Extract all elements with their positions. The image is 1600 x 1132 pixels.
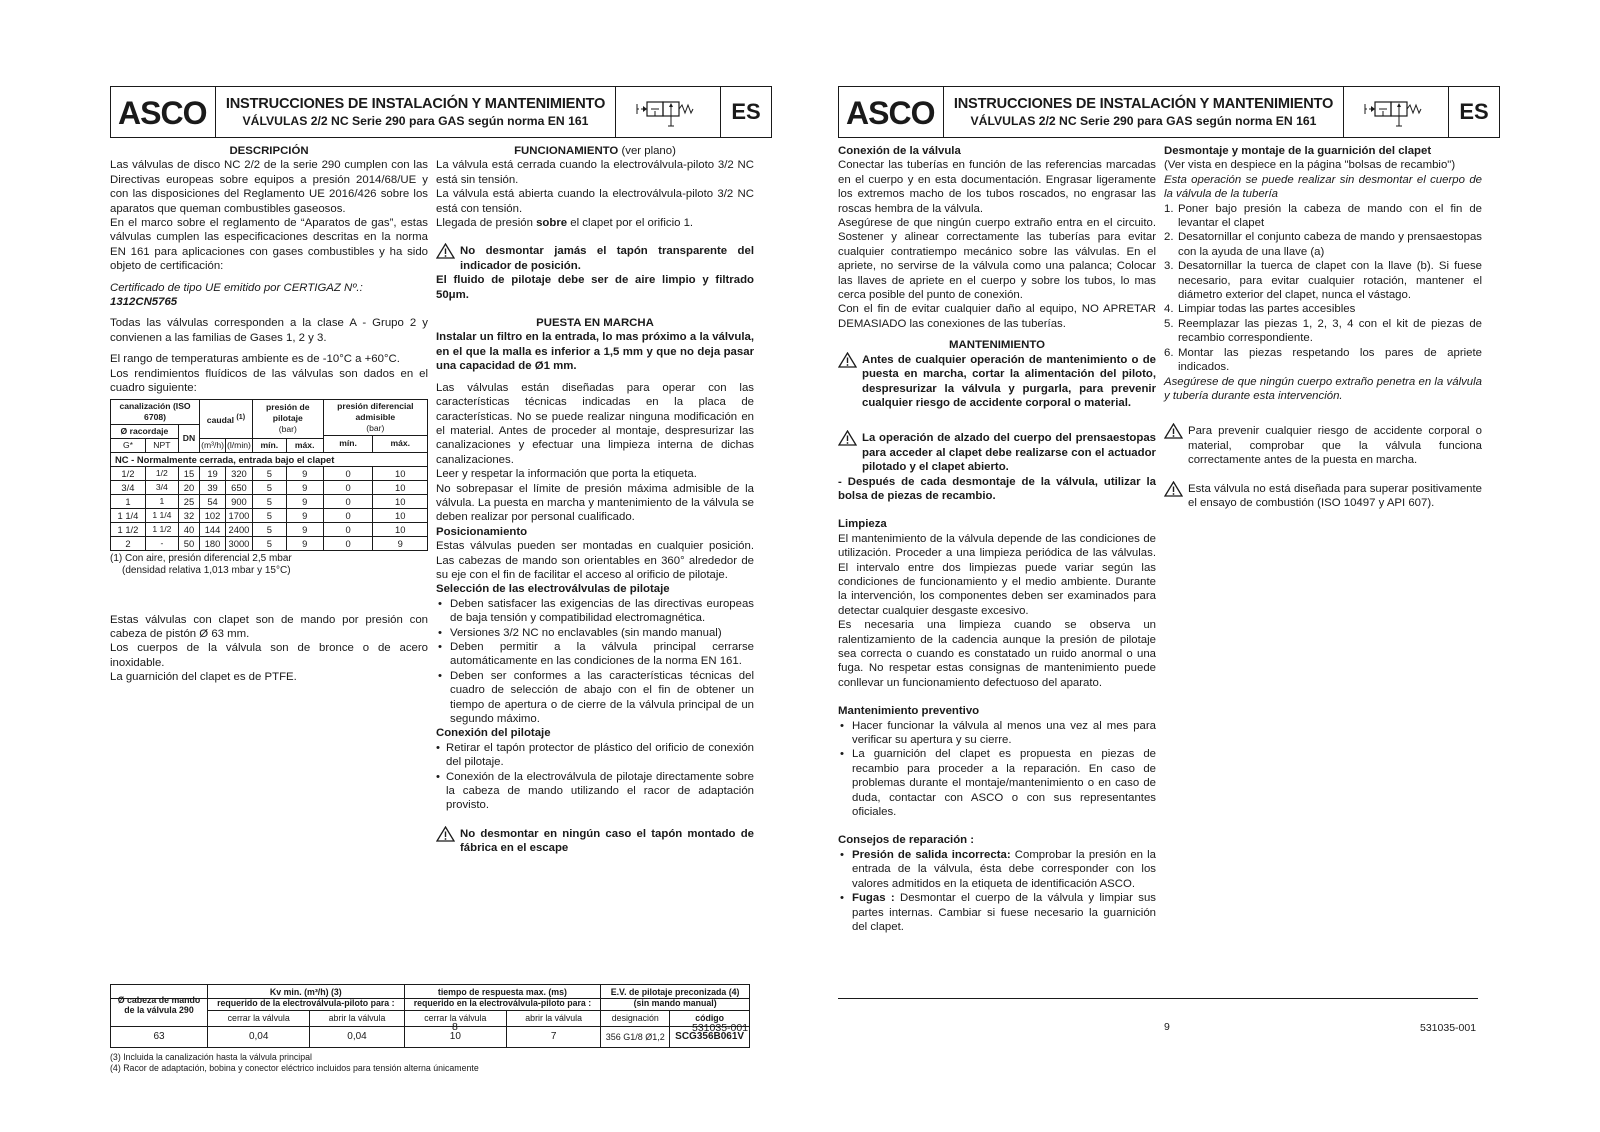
footer-rule [838, 998, 1478, 999]
column-left-1 [110, 144, 428, 685]
th-kv: Kv min. (m³/h) (3) requerido de la electroválvula-piloto para : [208, 985, 405, 1011]
warning-block: No desmontar jamás el tapón transparente del indicador de posición. [436, 244, 754, 273]
subheading: Mantenimiento preventivo [838, 705, 980, 718]
asco-logo-graphic [116, 95, 210, 129]
list-item: • Deben satisfacer las exigencias de las directivas europeas de baja tensión y compatibilidad electromagnética. [436, 597, 754, 626]
warning-block: No desmontar en ningún caso el tapón montado de fábrica en el escape [436, 827, 754, 856]
th-m3h: (m³/h) [200, 438, 226, 452]
subheading: Conexión del pilotaje [436, 727, 551, 740]
numbered-list [1164, 202, 1482, 375]
paragraph: Estas válvulas con clapet son de mando por presión con cabeza de pistón Ø 63 mm. [110, 613, 428, 640]
th-sub: abrir la válvula [310, 1011, 404, 1027]
paragraph: Los cuerpos de la válvula son de bronce o de acero inoxidable. [110, 642, 428, 669]
subheading: Posicionamiento [436, 525, 528, 538]
column-right-1 [838, 144, 1156, 934]
bullet-list [436, 741, 754, 813]
certificate-number: 1312CN5765 [110, 296, 178, 309]
th-presion-diferencial: presión diferencial admisible (bar) [323, 399, 427, 435]
pilot-selection-table [110, 984, 750, 1048]
bullet-list [838, 848, 1156, 934]
list-item: 5. Reemplazar las piezas 1, 2, 3, 4 con el kit de piezas de recambio correspondiente. [1164, 317, 1482, 345]
paragraph: Los rendimientos fluídicos de las válvulas son dados en el cuadro siguiente: [110, 367, 428, 395]
warning-icon [1164, 481, 1183, 497]
subheading: Conexión de la válvula [838, 145, 961, 157]
valve-symbol-icon [1344, 87, 1449, 137]
th-tiempo: tiempo de respuesta max. (ms) requerido en la electroválvula-piloto para : [404, 985, 601, 1011]
table-row: 1 1/4 1 1/4 32 102 1700 5 9 0 10 [111, 508, 428, 522]
list-item: • La guarnición del clapet es propuesta en piezas de recambio para proceder a la reparación. En caso de problemas durante el montaje/mantenimiento o en caso de duda, contactar con ASCO o con sus representantes oficiales. [838, 747, 1156, 819]
subheading: Limpieza [838, 518, 887, 531]
th-npt: NPT [145, 438, 178, 452]
th-sub: código [670, 1011, 750, 1027]
subheading: Selección de las electroválvulas de pilotaje [436, 583, 670, 596]
th-g: G* [111, 438, 146, 452]
paragraph: Esta operación se puede realizar sin desmontar el cuerpo de la válvula de la tubería [1164, 173, 1482, 201]
page-left [110, 86, 772, 1086]
flow-spec-table [110, 399, 428, 551]
list-item: • Fugas : Desmontar el cuerpo de la válvula y limpiar sus partes internas. Cambiar si fuese necesario la guarnición del clapet. [838, 891, 1156, 934]
list-item: 4. Limpiar todas las partes accesibles [1164, 303, 1356, 316]
paragraph: El mantenimiento de la válvula depende de las condiciones de utilización. Proceder a una limpieza periódica de las válvulas. El intervalo entre dos limpiezas puede variar según las condiciones de funcionamiento y el medio ambiente. Durante la intervención, los componentes deben ser examinados para detectar cualquier desgaste excesivo. [838, 532, 1156, 617]
paragraph: Las válvulas están diseñadas para operar con las características técnicas indicadas en la placa de características. No se puede realizar ninguna modificación en el material. Antes de proceder al montaje, despresurizar las canalizaciones y efectuar una limpieza interna de dichas canalizaciones. [436, 381, 754, 466]
document-code: 531035-001 [1420, 1022, 1477, 1034]
header [110, 86, 772, 138]
list-item: • Versiones 3/2 NC no enclavables (sin mando manual) [436, 626, 754, 640]
section-heading-descripcion: DESCRIPCIÓN [229, 145, 309, 157]
list-item: 3. Desatornillar la tuerca de clapet con la llave (b). Si fuese necesario, para evitar cualquier rotación, mantener el diámetro exterior del clapet, nunca el vástago. [1164, 260, 1482, 302]
paragraph: Instalar un filtro en la entrada, lo mas próximo a la válvula, en el que la malla es inferior a 1,5 mm y que no deja pasar una capacidad de Ø1 mm. [436, 331, 754, 373]
header [838, 86, 1500, 138]
paragraph: No sobrepasar el límite de presión máxima admisible de la válvula. La puesta en marcha y mantenimiento de la válvula se deben realizar por personal cualificado. [436, 482, 754, 524]
paragraph: Llegada de presión sobre el clapet por el orificio 1. [436, 217, 694, 230]
th-sub: abrir la válvula [507, 1011, 601, 1027]
page-right [838, 86, 1500, 1086]
paragraph: La válvula está abierta cuando la electroválvula-piloto 3/2 NC está con tensión. [436, 188, 754, 215]
subheading: Desmontaje y montaje de la guarnición del clapet [1164, 145, 1432, 157]
list-item: 2. Desatornillar el conjunto cabeza de mando y prensaestopas con la ayuda de una llave (a) [1164, 231, 1482, 258]
bullet-list [436, 597, 754, 727]
list-item: • Conexión de la electroválvula de pilotaje directamente sobre la cabeza de mando utilizando el racor de adaptación provisto. [436, 770, 754, 813]
table-row: 3/4 3/4 20 39 650 5 9 0 10 [111, 480, 428, 494]
th-dn: DN [178, 424, 199, 452]
svg-text:ASCO: ASCO [846, 95, 935, 129]
subheading: Consejos de reparación : [838, 834, 975, 847]
paragraph: Leer y respetar la información que porta la etiqueta. [436, 468, 697, 481]
table-footnotes: (3) Incluida la canalización hasta la válvula principal (4) Racor de adaptación, bobina y conector eléctrico incluidos para tensión alterna únicamente [110, 1052, 479, 1073]
header-subtitle: VÁLVULAS 2/2 NC Serie 290 para GAS según norma EN 161 [970, 114, 1317, 128]
list-item: 1. Poner bajo presión la cabeza de mando con el fin de levantar el clapet [1164, 202, 1482, 230]
section-heading-funcionamiento: FUNCIONAMIENTO (ver plano) [514, 145, 676, 157]
certificate-line: Certificado de tipo UE emitido por CERTIGAZ Nº.: [110, 281, 363, 294]
th-ev: E.V. de pilotaje preconizada (4) (sin mando manual) [601, 985, 750, 1011]
paragraph: Conectar las tuberías en función de las referencias marcadas en el cuerpo y en esta documentación. Engrasar ligeramente los extremos macho de los tubos roscados, no engrasar las roscas hembra de la válvula. [838, 159, 1156, 215]
warning-icon [838, 430, 857, 446]
valve-symbol-icon [616, 87, 721, 137]
paragraph: Todas las válvulas corresponden a la clase A - Grupo 2 y convienen a las familias de Gases 1, 2 y 3. [110, 317, 428, 344]
table-row: 1 1 25 54 900 5 9 0 10 [111, 494, 428, 508]
language-code: ES [731, 99, 761, 124]
paragraph: Con el fin de evitar cualquier daño al equipo, NO APRETAR DEMASIADO las conexiones de las tuberías. [838, 303, 1156, 330]
svg-text:ASCO: ASCO [118, 95, 207, 129]
language-code: ES [1459, 99, 1489, 124]
paragraph: Las válvulas de disco NC 2/2 de la serie 290 cumplen con las Directivas europeas sobre equipos a presión 2014/68/UE y con las disposiciones del Reglamento UE 2016/426 sobre los aparatos que queman combustibles gaseosos. [110, 159, 428, 215]
paragraph: Asegúrese de que ningún cuerpo extraño penetra en la válvula y tubería durante esta intervención. [1164, 375, 1482, 402]
list-item: • Deben ser conformes a las características técnicas del cuadro de selección de abajo con el fin de obtener un tiempo de apertura o de cierre de la válvula principal de un segundo máximo. [436, 669, 754, 727]
warning-block: Para prevenir cualquier riesgo de accidente corporal o material, comprobar que la válvula funciona correctamente antes de la puesta en marcha. [1164, 424, 1482, 467]
table-footnote: (1) Con aire, presión diferencial 2,5 mbar (densidad relativa 1,013 mbar y 15°C) [110, 552, 292, 576]
asco-logo-graphic [844, 95, 938, 129]
header-title: INSTRUCCIONES DE INSTALACIÓN Y MANTENIMIENTO [225, 96, 606, 112]
th-presion-pilotaje: presión de pilotaje (bar) [252, 399, 323, 438]
section-heading-mantenimiento: MANTENIMIENTO [949, 339, 1045, 352]
th-min2: mín. [252, 438, 286, 452]
footer-rule [110, 998, 750, 999]
column-left-2 [436, 144, 754, 856]
paragraph: - Después de cada desmontaje de la válvula, utilizar la bolsa de piezas de recambio. [838, 475, 1156, 502]
list-item: • Deben permitir a la válvula principal cerrarse automáticamente en las condiciones de la norma EN 161. [436, 640, 754, 669]
th-cabeza: Ø cabeza de mando de la válvula 290 [111, 985, 208, 1027]
paragraph: La guarnición del clapet es de PTFE. [110, 671, 297, 684]
warning-icon [838, 352, 857, 368]
paragraph: La válvula está cerrada cuando la electroválvula-piloto 3/2 NC está sin tensión. [436, 159, 754, 186]
paragraph: Asegúrese de que ningún cuerpo extraño entra en el circuito. Sostener y alinear correctamente las tuberías para evitar cualquier contratiempo mecánico sobre las válvulas. En el apriete, no servirse de la válvula como una palanca; Colocar las llaves de apriete en el cuerpo y sobre los tubos, lo mas cerca posible del punto de conexión. [838, 217, 1156, 302]
th-min: mín. [323, 435, 373, 452]
warning-icon [1164, 423, 1183, 439]
th-sub: cerrar la válvula [208, 1011, 310, 1027]
header-subtitle: VÁLVULAS 2/2 NC Serie 290 para GAS según norma EN 161 [242, 114, 589, 128]
paragraph: Es necesaria una limpieza cuando se observa un ralentizamiento de la cadencia aunque la presión de pilotaje sea correcta o cuando es constatado un ruido anormal o una fuga. No respetar estas consignas de mantenimiento puede conllevar un funcionamiento defectuoso del aparato. [838, 619, 1156, 689]
table-row: 2 - 50 180 3000 5 9 0 9 [111, 536, 428, 550]
bullet-list [838, 719, 1156, 820]
page-number: 9 [1164, 1021, 1170, 1033]
th-max: máx. [373, 435, 428, 452]
paragraph: Estas válvulas pueden ser montadas en cualquier posición. Las cabezas de mando son orientables en 360° alrededor de su eje con el fin de facilitar el acceso al orificio de pilotaje. [436, 540, 754, 581]
th-sub: cerrar la válvula [404, 1011, 506, 1027]
th-racordaje: Ø racordaje [111, 424, 179, 438]
warning-block: Esta válvula no está diseñada para superar positivamente el ensayo de combustión (ISO 10497 y API 607). [1164, 482, 1482, 511]
th-caudal: caudal $^{(1)}$ [200, 399, 253, 438]
warning-block: La operación de alzado del cuerpo del prensaestopas para acceder al clapet debe realizarse con el actuador pilotado y el clapet abierto. [838, 431, 1156, 474]
asco-logo [839, 87, 944, 137]
th-canalizacion: canalización (ISO 6708) [111, 399, 200, 424]
th-sub: designación [601, 1011, 670, 1027]
paragraph: El fluido de pilotaje debe ser de aire limpio y filtrado 50μm. [436, 274, 754, 301]
asco-logo [111, 87, 216, 137]
section-row-nc: NC - Normalmente cerrada, entrada bajo el clapet [111, 452, 428, 466]
paragraph: El rango de temperaturas ambiente es de -10°C a +60°C. [110, 353, 400, 366]
header-title: INSTRUCCIONES DE INSTALACIÓN Y MANTENIMIENTO [953, 96, 1334, 112]
warning-icon [436, 826, 455, 842]
page-number: 8 [452, 1021, 458, 1033]
list-item: • Hacer funcionar la válvula al menos una vez al mes para verificar su apertura y su cierre. [838, 719, 1156, 748]
th-lmin: (l/min) [226, 438, 253, 452]
paragraph: (Ver vista en despiece en la página "bolsas de recambio") [1164, 159, 1456, 172]
table-row: 63 0,04 0,04 10 7 356 G1/8 Ø1,2 SCG356B061V [111, 1026, 750, 1048]
list-item: • Presión de salida incorrecta: Comprobar la presión en la entrada de la válvula, ésta debe corresponder con los valores admitidos en la etiqueta de identificación ASCO. [838, 848, 1156, 891]
section-heading-puesta: PUESTA EN MARCHA [536, 317, 654, 330]
column-right-2 [1164, 144, 1482, 510]
th-max2: máx. [286, 438, 323, 452]
document-code: 531035-001 [692, 1022, 749, 1034]
paragraph: En el marco sobre el reglamento de “Aparatos de gas”, estas válvulas cumplen las especificaciones descritas en la norma EN 161 para aplicaciones con gases combustibles y ha sido objeto de certificación: [110, 217, 428, 273]
list-item: 6. Montar las piezas respetando los pares de apriete indicados. [1164, 346, 1482, 374]
table-row: 1/2 1/2 15 19 320 5 9 0 10 [111, 466, 428, 480]
warning-icon [436, 243, 455, 259]
table-row: 1 1/2 1 1/2 40 144 2400 5 9 0 10 [111, 522, 428, 536]
warning-block: Antes de cualquier operación de mantenimiento o de puesta en marcha, cortar la alimentación del piloto, despresurizar la válvula y purgarla, para prevenir cualquier riesgo de accidente corporal o material. [838, 353, 1156, 411]
list-item: • Retirar el tapón protector de plástico del orificio de conexión del pilotaje. [436, 741, 754, 770]
